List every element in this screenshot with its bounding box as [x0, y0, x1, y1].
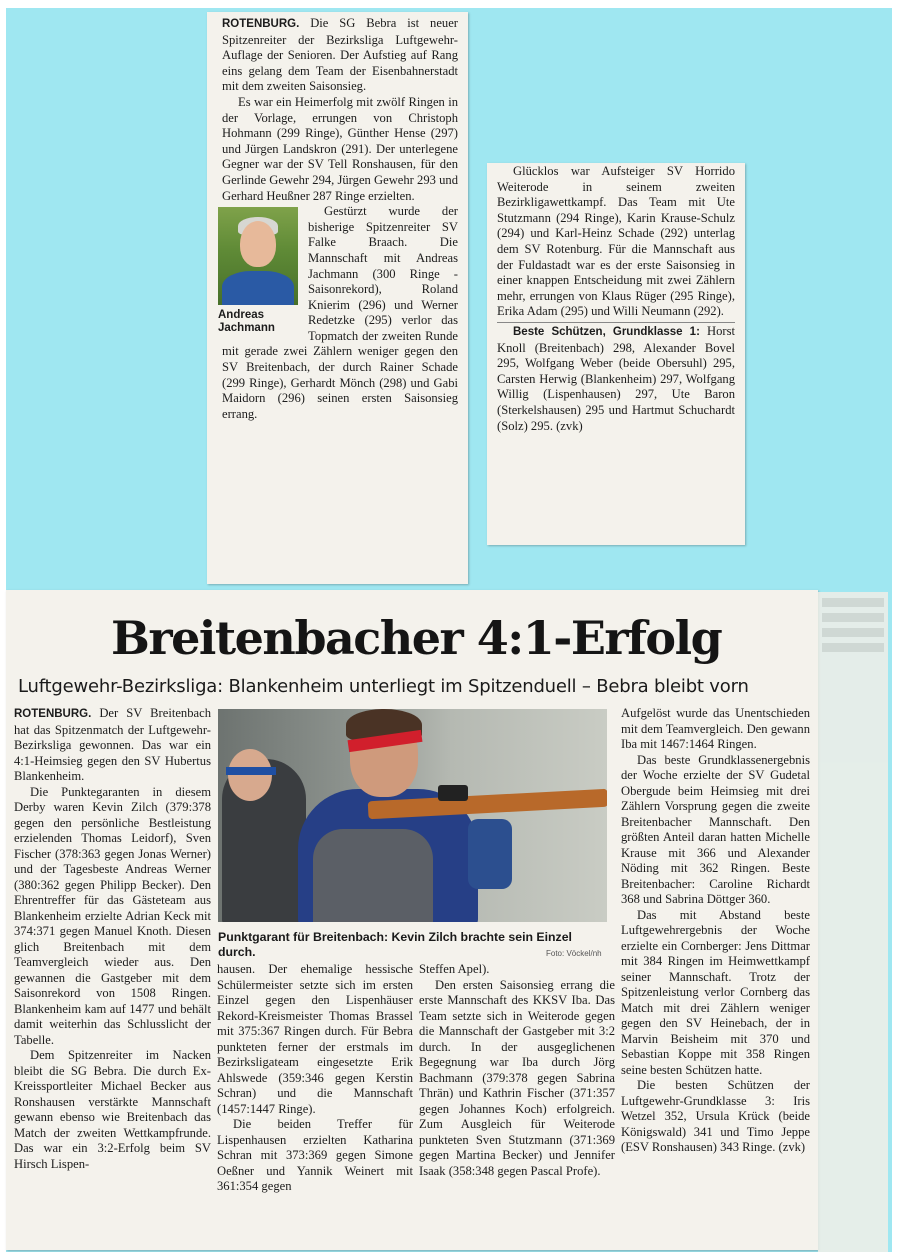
- portrait-caption: Andreas Jachmann: [218, 309, 275, 335]
- article-column-1: [14, 706, 211, 1172]
- dateline: ROTENBURG.: [222, 18, 300, 30]
- article-column-4: [621, 706, 810, 1156]
- col1-para-3: Dem Spitzenreiter im Nacken bleibt die SG Bebra. Die durch Ex-Kreissportleiter Michael Becker aus Ronshausen verstärkte Mannschaft gewann ebenso wie Breitenbach das Match der zweiten Wettkampfrunde. Das war ein 3:2-Erfolg beim SV Hirsch Lispen-: [14, 1048, 211, 1171]
- clipping-weiterode-text: [497, 164, 735, 434]
- divider: [497, 322, 735, 323]
- col3-para-2: Den ersten Saisonsieg errang die erste Mannschaft des KKSV Iba. Das Team setzte sich in Weiterode gegen die Mannschaft der Gastgeber mit 3:2 durch. In der ausgeglichenen Begegnung war Iba durch Jörg Bachmann (379:378 gegen Sabrina Thrän) und Kathrin Fischer (371:357 gegen Johannes Koch) erfolgreich. Zum Ausgleich für Weiterode punkteten Sven Stutzmann (371:369 gegen Martina Becker) und Jennifer Isaak (358:348 gegen Pascal Profe).: [419, 977, 615, 1178]
- results-subhead: Beste Schützen, Grundklasse 1:: [513, 325, 700, 338]
- col1-para-2: Die Punktegaranten in diesem Derby waren Kevin Zilch (379:378 gegen den persönliche Bestleistung erzielenden Thomas Leidorf), Sven Fischer (378:363 gegen Jonas Werner) und der Tagesbeste Andreas Werner (380:362 gegen Philipp Becker). Den Ehrentreffer für das Gästeteam aus Blankenheim erzielte Adrian Keck mit 374:371 gegen Manuel Knoth. Diesen glich Breitenbach mit dem Teamvergleich wieder aus. Den gewannen die Gastgeber mit dem Saisonrekord von 1508 Ringen. Blankenheim kam auf 1477 und behält damit weiterhin das Schlusslicht der Tabelle.: [14, 784, 211, 1047]
- col2-para-1: hausen. Der ehemalige hessische Schülermeister setzte sich im ersten Einzel gegen den Lispenhäuser Rekord-Kreismeister Thomas Brassel mit 375:367 Ringen durch. Für Bebra punkteten ferner der erstmals im Bezirksligateam eingesetzte Erik Ahlswede (359:346 gegen Kerstin Schran) und die Mannschaft (1457:1447 Ringe).: [217, 962, 413, 1116]
- col4-para-3: Das mit Abstand beste Luftgewehrergebnis der Woche erzielte ein Cornberger: Jens Dittmar mit 384 Ringen im Heimwettkampf seiner Mannschaft. Trotz der Spitzenleistung verlor Cornberg das Match mit drei Zählern weniger gegen den SV Heinebach, der in Marvin Beisheim mit 370 und Sebastian Koppe mit 358 Ringen seine besten Schützen hatte.: [621, 907, 810, 1077]
- portrait-photo: [218, 207, 298, 305]
- article-dateline: ROTENBURG.: [14, 708, 92, 720]
- clipping-weiterode-results: Beste Schützen, Grundklasse 1: Horst Knoll (Breitenbach) 298, Alexander Bovel 295, Wolfgang Weber (beide Obersuhl) 295, Carsten Herwig (Blankenheim) 297, Wolfgang Willig (Lispenhausen) 297, Ute Baron (Sterkelshausen) 295 und Hartmut Schuchardt (Solz) 295. (zvk): [497, 323, 735, 433]
- col4-para-1: Aufgelöst wurde das Unentschieden mit dem Teamvergleich. Den gewann Iba mit 1467:1464 Ringen.: [621, 706, 810, 751]
- clipping-weiterode-para-1: Glücklos war Aufsteiger SV Horrido Weiterode in seinem zweiten Bezirkligawettkampf. Das Team mit Ute Stutzmann (294 Ringe), Karin Krause-Schulz (294) und Karl-Heinz Schade (292) unterlag dem SV Rotenburg. Für die Mannschaft aus der Fuldastadt war es der erste Saisonsieg in einer knappen Entscheidung mit zwei Zählern mehr, errungen von Klaus Rüger (295 Ringe), Erika Adam (295) und Willi Neumann (292).: [497, 164, 735, 319]
- adjacent-page-bleed: [818, 592, 888, 1252]
- col3-para-1: Steffen Apel).: [419, 962, 490, 976]
- clipping-weiterode: [487, 163, 745, 545]
- shooting-photo: [218, 709, 607, 922]
- clipping-senioren-para-2: Es war ein Heimerfolg mit zwölf Ringen in der Vorlage, errungen von Christoph Hohmann (299 Ringe), Günther Hense (297) und Jürgen Landskron (291). Der unterlegene Gegner war der SV Tell Ronshausen, für den Gerlinde Gewehr 294, Jürgen Gewehr 293 und Gerhard Heußner 287 Ringe erzielten.: [222, 94, 458, 203]
- col4-para-4: Die besten Schützen der Luftgewehr-Grundklasse 3: Iris Wetzel 352, Ursula Krück (beide Königswald) 341 und Timo Jeppe (ESV Ronshausen) 343 Ringe. (zvk): [621, 1078, 810, 1154]
- clipping-senioren-para-1: ROTENBURG. Die SG Bebra ist neuer Spitzenreiter der Bezirksliga Luftgewehr-Auflage der Senioren. Der Aufstieg auf Rang eins gelang dem Team der Eisenbahnerstadt mit dem zweiten Saisonsieg.: [222, 16, 458, 94]
- clipping-senioren: [207, 12, 468, 584]
- main-article: [6, 590, 818, 1250]
- article-subheadline: Luftgewehr-Bezirksliga: Blankenheim unterliegt im Spitzenduell – Bebra bleibt vorn: [18, 676, 749, 697]
- col2-para-2: Die beiden Treffer für Lispenhausen erzielten Katharina Schran mit 373:369 gegen Simone Oeßner und Yannik Weinert mit 361:354 gegen: [217, 1117, 413, 1193]
- clipping-senioren-para-3: Andreas Jachmann Gestürzt wurde der bisherige Spitzenreiter SV Falke Braach. Die Mannschaft mit Andreas Jachmann (300 Ringe - Saisonrekord), Roland Knierim (296) und Werner Redetzke (295) verlor das Topmatch der zweiten Runde mit gerade zwei Zählern weniger gegen den SV Breitenbach, der durch Rainer Schade (299 Ringe), Gerhardt Mönch (298) und Gabi Maidorn (296) seinen ersten Saisonsieg errang.: [218, 204, 458, 421]
- article-headline: Breitenbacher 4:1-Erfolg: [111, 611, 722, 665]
- article-column-3: [419, 962, 615, 1179]
- photo-credit: Foto: Vöckel/nh: [546, 949, 602, 958]
- col1-para-1: ROTENBURG. Der SV Breitenbach hat das Spitzenmatch der Luftgewehr-Bezirksliga gewonnen. Das war ein 4:1-Heimsieg gegen den SV Hubertus Blankenheim.: [14, 706, 211, 783]
- clipping-senioren-text: [218, 16, 458, 422]
- portrait-photo-box: [218, 207, 302, 337]
- photo-caption: Punktgarant für Breitenbach: Kevin Zilch brachte sein Einzel durch.: [218, 930, 572, 959]
- col4-para-2: Das beste Grundklassenergebnis der Woche erzielte der SV Gudetal Obergude beim Heimsieg mit drei Zählern Vorsprung gegen die zweite Breitenbacher Mannschaft. Den größten Anteil daran hatten Michelle Krause mit 366 und Alexander Nöding mit 362 Ringen. Beste Breitenbacher: Caroline Richardt 368 und Sabrina Döttger 360.: [621, 752, 810, 906]
- article-column-2: [217, 962, 413, 1195]
